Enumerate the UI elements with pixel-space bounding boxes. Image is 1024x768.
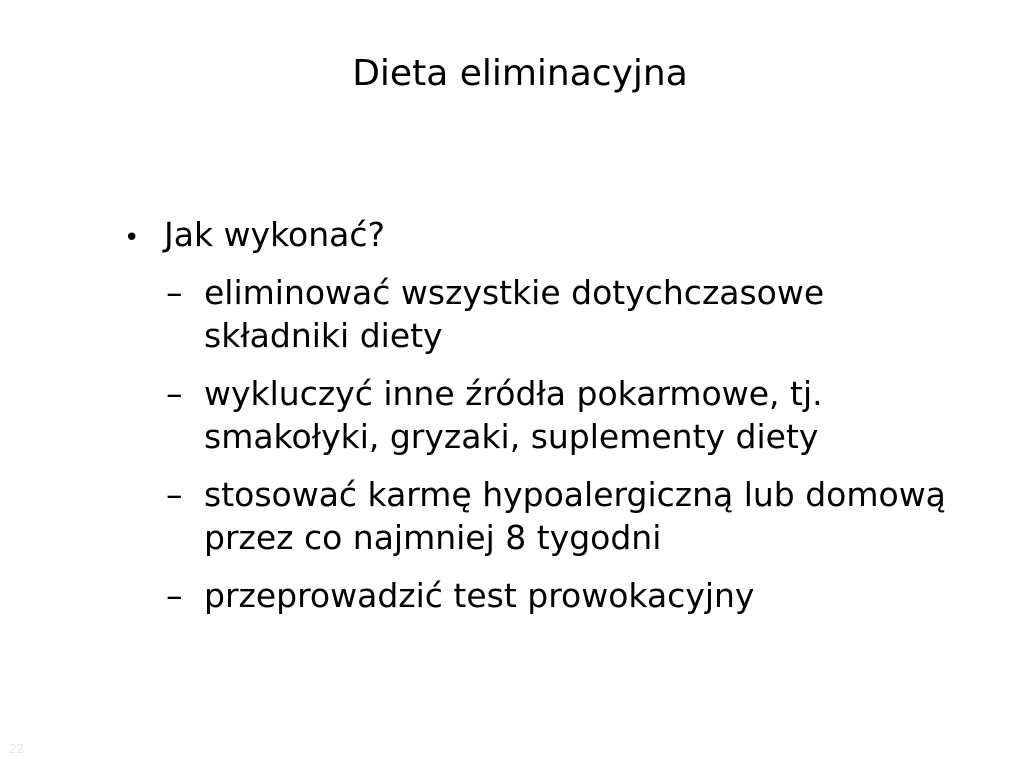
dash-marker: – xyxy=(166,273,183,312)
slide-content xyxy=(118,212,978,632)
sub-bullet-item xyxy=(166,372,978,458)
sub-bullet-item xyxy=(166,473,978,559)
dash-marker: – xyxy=(166,374,183,413)
sub-bullet-text: wykluczyć inne źródła pokarmowe, tj. smakołyki, gryzaki, suplementy diety xyxy=(204,374,823,456)
bullet-text: Jak wykonać? xyxy=(164,215,385,254)
dash-marker: – xyxy=(166,576,183,615)
sub-bullet-text: stosować karmę hypoalergiczną lub domową przez co najmniej 8 tygodni xyxy=(204,475,946,557)
sub-bullet-list xyxy=(118,271,978,617)
sub-bullet-text: przeprowadzić test prowokacyjny xyxy=(204,576,755,615)
sub-bullet-item xyxy=(166,574,978,617)
bullet-marker: • xyxy=(124,223,140,253)
bullet-item xyxy=(118,212,978,261)
dash-marker: – xyxy=(166,475,183,514)
sub-bullet-text: eliminować wszystkie dotychczasowe składniki diety xyxy=(204,273,825,355)
slide-title: Dieta eliminacyjna xyxy=(352,53,688,94)
sub-bullet-item xyxy=(166,271,978,357)
slide-number: 22 xyxy=(9,742,25,756)
